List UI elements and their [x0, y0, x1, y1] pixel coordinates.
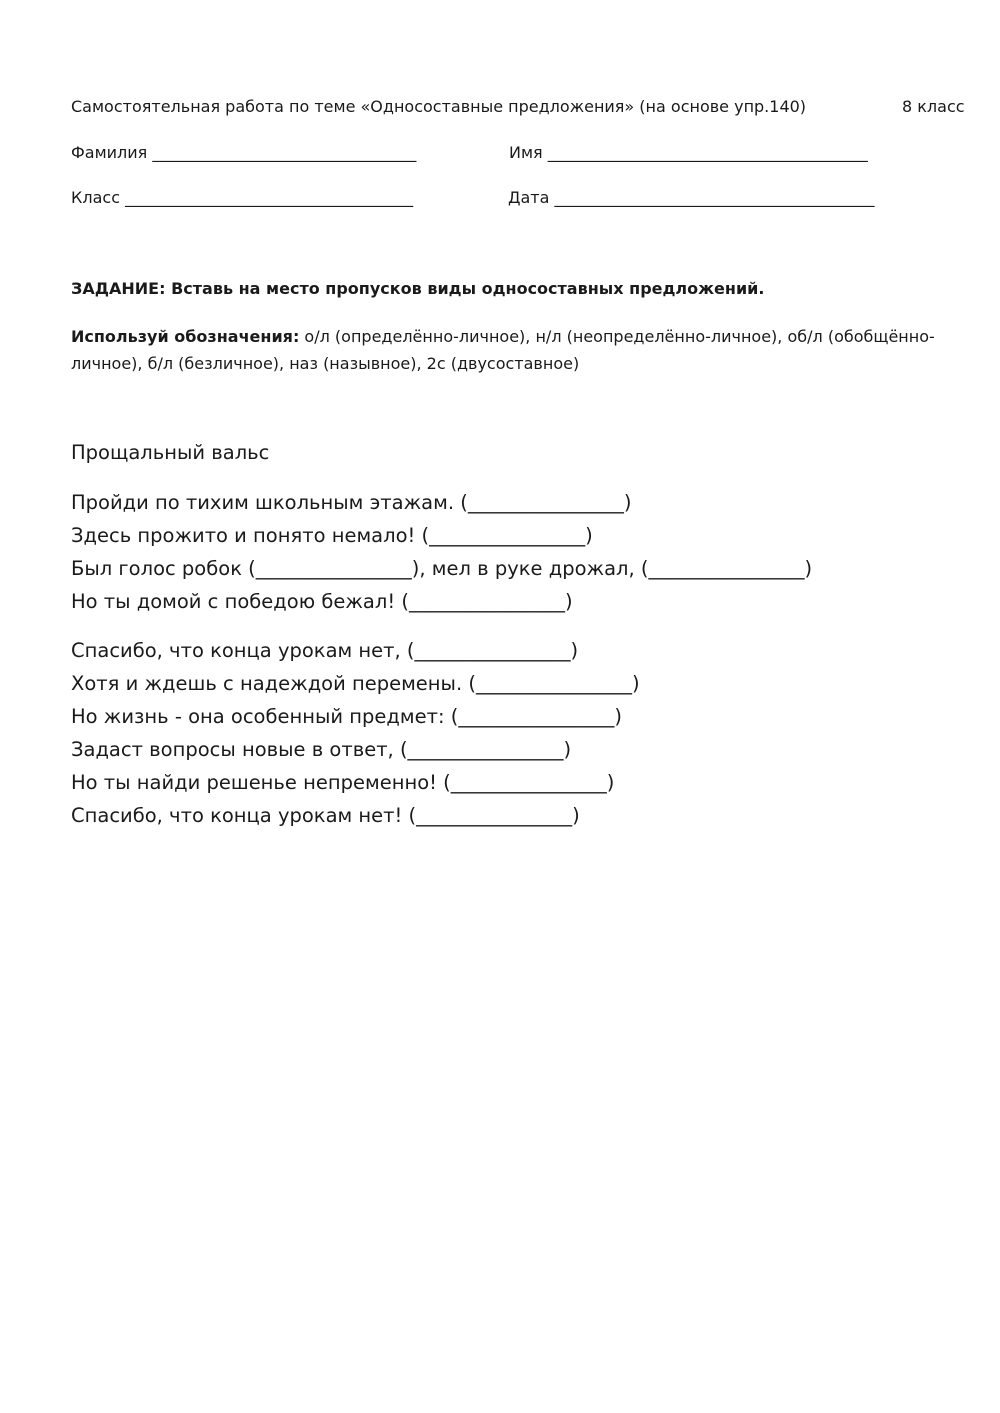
legend-label: Используй обозначения:	[71, 327, 300, 346]
poem-line[interactable]: Спасибо, что конца урокам нет, (________________)	[71, 639, 579, 662]
task-instruction: ЗАДАНИЕ: Вставь на место пропусков виды односоставных предложений.	[71, 279, 765, 298]
poem-line[interactable]: Пройди по тихим школьным этажам. (________________)	[71, 491, 632, 514]
surname-field[interactable]: Фамилия _________________________________	[71, 143, 417, 162]
poem-line[interactable]: Задаст вопросы новые в ответ, (________________)	[71, 738, 572, 761]
worksheet-title: Самостоятельная работа по теме «Односоставные предложения» (на основе упр.140)	[71, 97, 807, 116]
class-field[interactable]: Класс ____________________________________	[71, 188, 414, 207]
poem-line[interactable]: Но ты найди решенье непременно! (________________)	[71, 771, 615, 794]
grade-label: 8 класс	[902, 97, 965, 116]
poem-title: Прощальный вальс	[71, 441, 270, 464]
legend-text: о/л (определённо-личное), н/л (неопределённо-личное), об/л (обобщённо-личное), б/л (безличное), наз (назывное), 2с (двусоставное)	[71, 327, 935, 373]
poem-line[interactable]: Здесь прожито и понято немало! (________________)	[71, 524, 593, 547]
poem-body	[71, 489, 812, 835]
name-field[interactable]: Имя ________________________________________	[509, 143, 868, 162]
poem-line[interactable]: Спасибо, что конца урокам нет! (________________)	[71, 804, 580, 827]
poem-line[interactable]: Но ты домой с победою бежал! (________________)	[71, 590, 573, 613]
poem-line[interactable]: Был голос робок (________________), мел в руке дрожал, (________________)	[71, 557, 813, 580]
poem-line[interactable]: Хотя и ждешь с надеждой перемены. (________________)	[71, 672, 640, 695]
date-field[interactable]: Дата ________________________________________	[508, 188, 875, 207]
poem-line[interactable]: Но жизнь - она особенный предмет: (________________)	[71, 705, 622, 728]
legend-notation	[71, 323, 971, 377]
stanza-gap	[71, 621, 812, 637]
